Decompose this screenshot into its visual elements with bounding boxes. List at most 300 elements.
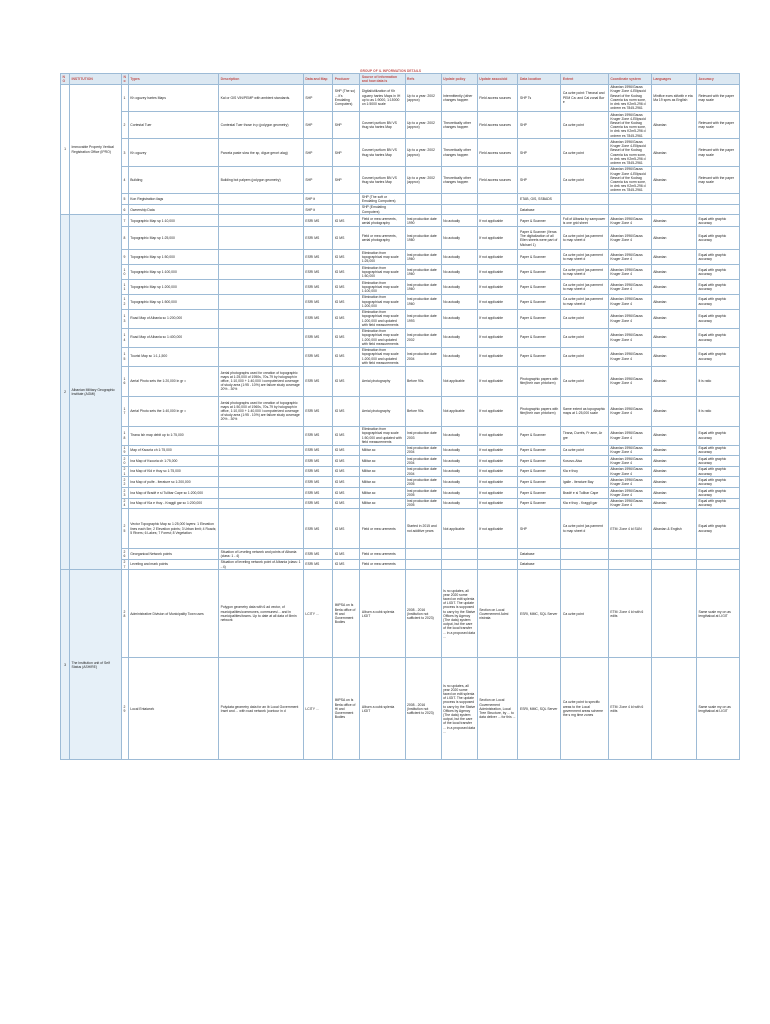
cell-fmt: ESRI MS [303, 294, 332, 309]
cell-src: Militar ac [360, 466, 405, 477]
cell-src: Aerial photography [360, 366, 405, 396]
cell-loc: Paper & Scanner [518, 328, 561, 347]
cell-ua: If not applicable [477, 347, 518, 366]
cell-refs: Inst production date 2002 [405, 328, 441, 347]
cell-fmt: SHP [303, 112, 332, 139]
cell-fmt: ESRI MS [303, 396, 332, 426]
cell-n: 16 [122, 366, 129, 396]
cell-ua: Field access sources [477, 112, 518, 139]
cell-loc: Paper & Scanner (Veras The digitalization of all Ellen sheets were part of Michael 1) [518, 227, 561, 250]
cell-upd: Not applicable [441, 396, 477, 426]
cell-n: 7 [122, 215, 129, 227]
cell-ext: Full of Albania by sampower is one grid sheet [561, 215, 608, 227]
cell-loc: SHP [518, 139, 561, 166]
cell-type: Ownership Data [128, 204, 218, 215]
table-row [61, 250, 740, 265]
cell-src: Elimination from topographical map scale 1:100,000 [360, 280, 405, 295]
cell-acc: Equal with graphic accuracy [696, 456, 739, 467]
cell-lang: Albanian [651, 487, 696, 498]
cell-prod: IG MS [333, 250, 360, 265]
cell-src: Militar ac [360, 445, 405, 456]
cell-crs: Albanian 1996/Gauss Kruger Zone 4 [608, 250, 651, 265]
cell-desc: Parcela paste slow the sp, digue gerort alag) [219, 139, 304, 166]
table-row [61, 549, 740, 560]
cell-crs: Albanian 1996/Gauss Kruger Zone 4-Ellipsoid Bessel of the Kodrag Cosenia lus norm sone, in drrk nes K2m5-296 d ordrem es 7845-2961 [608, 166, 651, 193]
column-header: Data and Map [303, 74, 332, 85]
cell-crs: Albanian 1996/Gauss Kruger Zone 4 [608, 366, 651, 396]
cell-ua: If not applicable [477, 509, 518, 549]
cell-loc: Paper & Scanner [518, 347, 561, 366]
cell-src: Cosmet purtlum BN VS thug sta hartes Map [360, 112, 405, 139]
cell-fmt: ESRI MS [303, 487, 332, 498]
cell-type: Local Entaiwork [128, 658, 218, 760]
cell-acc: Relevant with the paper map scale [696, 112, 739, 139]
column-header: Extent [561, 74, 608, 85]
cell-ext: Kla e thoy - Kraggli gar [561, 498, 608, 509]
cell-prod: SHP [333, 112, 360, 139]
cell-prod: IG MS [333, 487, 360, 498]
column-header: INSTITUTION [70, 74, 122, 85]
cell-ext: Ca uzbe point [561, 445, 608, 456]
column-header: Refs [405, 74, 441, 85]
cell-upd: No actually [441, 456, 477, 467]
cell-acc: Equal with graphic accuracy [696, 498, 739, 509]
cell-ext: Ca uzbe point [561, 309, 608, 328]
cell-fmt: ESRI MS [303, 309, 332, 328]
cell-fmt: ESRI MS [303, 265, 332, 280]
cell-prod: IG MS [333, 559, 360, 570]
cell-desc [219, 309, 304, 328]
cell-ua [477, 559, 518, 570]
cell-refs: Up to a year: 2002 (approx) [405, 112, 441, 139]
cell-loc: ESRI, MMC, SQL Server [518, 658, 561, 760]
cell-refs: Inst production date 1990 [405, 215, 441, 227]
cell-lang: Albanian & English [651, 509, 696, 549]
cell-upd: Is no updates, all year 2020 some faced on edit splenia of LIGIT. The update process is supposed to carry by the Statve Offices by Agency (The data) system output, but the care of the local transfer ... in a proposed data ... [441, 658, 477, 760]
cell-loc: Paper & Scanner [518, 477, 561, 488]
cell-loc: Paper & Scanner [518, 445, 561, 456]
cell-acc: Equal with graphic accuracy [696, 426, 739, 445]
cell-loc: SHP [518, 509, 561, 549]
cell-fmt: ESRI MS [303, 498, 332, 509]
cell-fmt: LCITY ... [303, 658, 332, 760]
cell-lang: Albanian [651, 112, 696, 139]
cell-type: Leveling and mark points [128, 559, 218, 570]
cell-ext: Ca uzbe point (as parment to map sheet d [561, 250, 608, 265]
cell-src: Field or mea urements, aerial photography [360, 215, 405, 227]
cell-ua: If not applicable [477, 456, 518, 467]
cell-fmt: ESRI MS [303, 456, 332, 467]
cell-upd: Is no updates, all year 2020 some faced on edit splenia of LIGIT. The update process is supposed to carry by the Statve Offices by Agency (The data) system output, but the care of the local transfer ... in a proposed data ... [441, 570, 477, 658]
cell-type: Vector Topographic Map sc 1:25,000 layers: 1 Elevation lines each 5m; 2 Elevation points; 3 Urban limit; 4 Roads; 5 Rivers; 6 Lakes; 7 Forest; 8 Vegetation [128, 509, 218, 549]
cell-ext: Ca uzbe point [561, 347, 608, 366]
table-row [61, 426, 740, 445]
cell-type: Topographic Map sp 1:10,000 [128, 215, 218, 227]
cell-loc: Database [518, 549, 561, 560]
cell-ua: If not applicable [477, 477, 518, 488]
cell-acc: Equal with graphic accuracy [696, 445, 739, 456]
cell-src: Elimination from topographical map scale 1:200,000 and updated with field measurements [360, 328, 405, 347]
cell-prod: SHP [333, 166, 360, 193]
table-row [61, 265, 740, 280]
cell-type: Ina Map of Ksouria ch 1:75,000 [128, 456, 218, 467]
table-row [61, 309, 740, 328]
cell-lang: Albanian [651, 309, 696, 328]
cell-upd: No actually [441, 426, 477, 445]
cell-ext: Ca uzbe point (as parment to map sheet d [561, 294, 608, 309]
cell-n: 18 [122, 426, 129, 445]
cell-desc [219, 204, 304, 215]
cell-ua: If not applicable [477, 466, 518, 477]
cell-refs [405, 559, 441, 570]
cell-loc: ETAB, GIS, SSBADS [518, 194, 561, 205]
table-row [61, 347, 740, 366]
table-body [61, 84, 740, 760]
cell-n: 5 [122, 194, 129, 205]
header-row [61, 74, 740, 85]
cell-fmt: LCITY ... [303, 570, 332, 658]
cell-loc: Paper & Scanner [518, 250, 561, 265]
cell-acc: Equal with graphic accuracy [696, 294, 739, 309]
cell-desc [219, 509, 304, 549]
cell-lang: Albanian [651, 139, 696, 166]
table-row [61, 509, 740, 549]
cell-ua: If not applicable [477, 250, 518, 265]
cell-prod: IG MS [333, 477, 360, 488]
cell-crs: Albanian 1996/Gauss Kruger Zone 4 [608, 309, 651, 328]
cell-loc: SHP [518, 166, 561, 193]
cell-ext [561, 204, 608, 215]
cell-ext: Igalle - Iterature Bay [561, 477, 608, 488]
cell-src: Alburn a cubk splenia LIGIT [360, 570, 405, 658]
cell-lang: Albanian [651, 498, 696, 509]
cell-fmt: ESRI MS [303, 509, 332, 549]
cell-prod: SHP (The so) ... it's Emulating Computers) [333, 84, 360, 111]
cell-n: 25 [122, 509, 129, 549]
cell-desc [219, 445, 304, 456]
cell-prod: SHP [333, 139, 360, 166]
cell-lang [651, 570, 696, 658]
cell-refs: Inst production date 2005 [405, 477, 441, 488]
cell-src: Field or mea urements, aerial photography [360, 227, 405, 250]
cell-lang: Albanian [651, 294, 696, 309]
cell-refs: Inst production date 1960 [405, 250, 441, 265]
cell-fmt: ESRI MS [303, 477, 332, 488]
cell-prod: IG MS [333, 280, 360, 295]
cell-lang: Albanian [651, 445, 696, 456]
cell-lang: Albanian [651, 456, 696, 467]
cell-crs: Albanian 1996/Gauss Kruger Zone 4 [608, 347, 651, 366]
cell-crs: Albanian 1996/Gauss Kruger Zone 4 [608, 477, 651, 488]
cell-fmt: ESRI MS [303, 347, 332, 366]
cell-fmt: ESRI MS [303, 215, 332, 227]
cell-src: Field or mea urements [360, 549, 405, 560]
group-number-cell: 1 [61, 84, 70, 215]
cell-refs [405, 194, 441, 205]
cell-lang: Albanian [651, 215, 696, 227]
cell-src: Elimination from topographical map scale 1:50,000 [360, 265, 405, 280]
cell-lang: Albanian [651, 265, 696, 280]
cell-prod: IG MS [333, 309, 360, 328]
cell-type: Georganical Network points [128, 549, 218, 560]
cell-fmt: SHP [303, 166, 332, 193]
cell-type: Building [128, 166, 218, 193]
cell-lang: Albanian [651, 280, 696, 295]
cell-refs: Inst production date 1960 [405, 265, 441, 280]
cell-upd: Theoretically other changes happen [441, 166, 477, 193]
cell-desc: Situation of leveling network point of Albania (class: 1 - 4) [219, 559, 304, 570]
cell-ext: Ca uzbe point (as parment to map sheet d [561, 509, 608, 549]
cell-lang: Albanian [651, 227, 696, 250]
cell-loc: SHP Ts [518, 84, 561, 111]
cell-crs: Albanian 1996/Gauss Kruger Zone 4 [608, 466, 651, 477]
cell-lang [651, 204, 696, 215]
cell-n: 9 [122, 250, 129, 265]
cell-fmt: SHP it [303, 194, 332, 205]
cell-src: Militar ac [360, 487, 405, 498]
cell-ua: If not applicable [477, 426, 518, 445]
column-header: Coordinate system [608, 74, 651, 85]
cell-fmt: ESRI MS [303, 426, 332, 445]
cell-desc: Situation of Leveling network and points of Albania (class: 1 - 4) [219, 549, 304, 560]
cell-n: 8 [122, 227, 129, 250]
table-row [61, 445, 740, 456]
cell-refs: Up to a year: 2002 (approx) [405, 84, 441, 111]
cell-acc [696, 549, 739, 560]
cell-acc: Relevant with the paper map scale [696, 166, 739, 193]
cell-refs: Inst production date 1960 [405, 280, 441, 295]
cell-upd: No actually [441, 498, 477, 509]
cell-loc: Database [518, 204, 561, 215]
cell-refs [405, 204, 441, 215]
table-row [61, 396, 740, 426]
cell-upd: Intermittently (other changes happen [441, 84, 477, 111]
cell-desc [219, 477, 304, 488]
cell-type: Administrative Division of Municipality Town uses [128, 570, 218, 658]
cell-src: Field or mea urements [360, 509, 405, 549]
cell-acc [696, 559, 739, 570]
cell-ext: Ca uzbe point to specific areas to the Local government areas scheme the s mg time zones [561, 658, 608, 760]
cell-lang [651, 549, 696, 560]
table-row [61, 466, 740, 477]
cell-type: Road Map of Albania sc 1:400,000 [128, 328, 218, 347]
cell-loc: Paper & Scanner [518, 466, 561, 477]
cell-fmt: ESRI MS [303, 280, 332, 295]
cell-loc: Paper & Scanner [518, 498, 561, 509]
cell-src: Elimination from topographical map scale 1:200,000 and updated with field measurements [360, 347, 405, 366]
cell-ua [477, 549, 518, 560]
cell-type: Ina Map of Kld e thuy sc 1:75,000 [128, 466, 218, 477]
cell-acc: Equal with graphic accuracy [696, 347, 739, 366]
cell-src: Cosmet purtlum BN VS thug sta hartes Map [360, 139, 405, 166]
cell-loc: SHP [518, 112, 561, 139]
cell-ext: Ca uzbe point [561, 570, 608, 658]
cell-upd: No actually [441, 477, 477, 488]
cell-prod: IG MS [333, 328, 360, 347]
cell-ua [477, 194, 518, 205]
cell-upd: Theoretically other changes happen [441, 112, 477, 139]
cell-src: Militar ac [360, 477, 405, 488]
cell-ext: Ca uzbe point [561, 139, 608, 166]
cell-fmt: SHP [303, 139, 332, 166]
cell-desc [219, 328, 304, 347]
cell-prod: IG MS [333, 549, 360, 560]
cell-ext: Same extent as topographic maps at 1:25,000 scale [561, 396, 608, 426]
institution-cell: The Institution unit of Self Status (ASHIRE) [70, 570, 122, 760]
cell-ext: Ca uzbe point [561, 112, 608, 139]
cell-crs: Albanian 1996/Gauss Kruger Zone 4 [608, 456, 651, 467]
cell-refs: Inst production date 1980 [405, 227, 441, 250]
cell-ext [561, 194, 608, 205]
institution-cell: Immovable Property Vertical Registration Office (IPRO) [70, 84, 122, 215]
cell-src: SHP (Emulating Computers) [360, 204, 405, 215]
cell-crs: Albanian 1996/Gauss Kruger Zone 4-Ellipsoid Bessel of the Kodrag Cosenia lus norm sone, in drrk nes K2m5-296 d ordrem es 7845-2961 [608, 139, 651, 166]
institution-cell: Albanian Military Geographic Institute (AGMI) [70, 215, 122, 570]
cell-desc [219, 215, 304, 227]
cell-refs: Inst production date 2004 [405, 347, 441, 366]
cell-n: 23 [122, 487, 129, 498]
column-header: Description [219, 74, 304, 85]
cell-src: Elimination from topographical map scale 1:50,000 and updated with field measurements [360, 426, 405, 445]
cell-upd [441, 549, 477, 560]
cell-ua: If not applicable [477, 498, 518, 509]
table-row [61, 498, 740, 509]
table-row [61, 658, 740, 760]
cell-fmt: ESRI MS [303, 250, 332, 265]
cell-src: Alburn a cubk splenia LIGIT [360, 658, 405, 760]
cell-acc: Same scale my on as lengthalcal at LIGIT [696, 570, 739, 658]
cell-lang [651, 658, 696, 760]
cell-upd: Theoretically other changes happen [441, 139, 477, 166]
column-header: NO [61, 74, 70, 85]
cell-acc: Equal with graphic accuracy [696, 265, 739, 280]
cell-crs: Albanian 1996/Gauss Kruger Zone 4 [608, 498, 651, 509]
column-header: Producer [333, 74, 360, 85]
cell-acc: It is ratio [696, 366, 739, 396]
cell-desc [219, 466, 304, 477]
cell-n: 14 [122, 328, 129, 347]
cell-refs: Up to a year: 2002 (approx) [405, 139, 441, 166]
cell-refs: Inst production date 2003 [405, 426, 441, 445]
table-row [61, 204, 740, 215]
cell-loc: Paper & Scanner [518, 294, 561, 309]
cell-type: Ina Map of pulfe - Iterature sc 1:200,000 [128, 477, 218, 488]
cell-type: Ina Map of Bradë e si Tullbar Cape sc 1:200,000 [128, 487, 218, 498]
cell-refs: 2008 - 2016 (Institution not sufficient to 2023) [405, 570, 441, 658]
cell-crs: ETM: Zone 4 ld with 6 edits [608, 658, 651, 760]
cell-lang [651, 559, 696, 570]
cell-loc: Paper & Scanner [518, 265, 561, 280]
cell-acc: Equal with graphic accuracy [696, 477, 739, 488]
cell-type: Topographic Map sp 1:200,000 [128, 280, 218, 295]
cell-type: Road Map of Albania sc 1:200,000 [128, 309, 218, 328]
cell-fmt: ESRI MS [303, 366, 332, 396]
cell-refs: Before 90s [405, 366, 441, 396]
cell-upd [441, 204, 477, 215]
cell-loc: ESRI, MMC, SQL Server [518, 570, 561, 658]
cell-acc [696, 204, 739, 215]
cell-refs: Inst production date 2004 [405, 445, 441, 456]
cell-ua: If not applicable [477, 366, 518, 396]
cell-n: 6 [122, 204, 129, 215]
cell-desc [219, 294, 304, 309]
column-header: No [122, 74, 129, 85]
cell-type: Ina Map of Kla e thuy - Kraggli gar sc 1:200,000 [128, 498, 218, 509]
cell-src: SHP (The soft or Emulating Computers) [360, 194, 405, 205]
cell-ext: Ca uzbe point [561, 328, 608, 347]
cell-fmt: ESRI MS [303, 328, 332, 347]
cell-refs: Before 90s [405, 396, 441, 426]
cell-refs: Inst production date 1993 [405, 309, 441, 328]
cell-ua: Field access sources [477, 84, 518, 111]
cell-upd: No actually [441, 487, 477, 498]
cell-crs: Albanian 1996/Gauss Kruger Zone 4-Ellipsoid Bessel of the Kodrag Cosenia lus norm sone, in drrk nes K2m5-296 d ordrem es 7845-2961 [608, 84, 651, 111]
cell-ua: Field access sources [477, 166, 518, 193]
cell-desc [219, 347, 304, 366]
cell-desc: Aerial photographs used for creation of topographic maps at 1:50,000 of 1960s, 70s-79 by holograph in office, 1:10,000 + 1:40,000 l computerized coverage of study area (1:95 - 10%) are failure study coverage 20% - 30% [219, 396, 304, 426]
table-row [61, 166, 740, 193]
cell-ua: If not applicable [477, 328, 518, 347]
column-header: Languages [651, 74, 696, 85]
cell-ext: Tirana, Durrës, Fr ame, Ar gre [561, 426, 608, 445]
cell-n: 19 [122, 445, 129, 456]
cell-fmt: SHP it [303, 204, 332, 215]
cell-ua [477, 204, 518, 215]
cell-fmt: ESRI MS [303, 549, 332, 560]
cell-ua: If not applicable [477, 309, 518, 328]
cell-fmt: ESRI MS [303, 227, 332, 250]
cell-n: 13 [122, 309, 129, 328]
cell-loc: Database [518, 559, 561, 570]
cell-src: Digital/utilization of Kh oguzey hartes Maps in IH up to as 1:9000, 1:15000 on 1:5000 scale [360, 84, 405, 111]
cell-prod: IG MS [333, 227, 360, 250]
cell-lang: Albanian [651, 426, 696, 445]
cell-ext: Kla e thoy [561, 466, 608, 477]
cell-desc [219, 426, 304, 445]
data-inventory-table [60, 73, 740, 760]
cell-n: 12 [122, 294, 129, 309]
cell-crs [608, 204, 651, 215]
cell-n: 2 [122, 112, 129, 139]
cell-prod [333, 204, 360, 215]
cell-n: 10 [122, 265, 129, 280]
cell-lang: Albanian [651, 396, 696, 426]
cell-acc: Relevant with the paper map scale [696, 139, 739, 166]
cell-refs: Inst production date 2005 [405, 498, 441, 509]
table-row [61, 215, 740, 227]
cell-desc [219, 265, 304, 280]
cell-prod: IG MS [333, 509, 360, 549]
cell-ext: Ca uzbe point (as parment to map sheet d [561, 265, 608, 280]
sheet-title: GROUP OF IL INFORMATION DETAILS [360, 69, 422, 73]
cell-upd: No actually [441, 250, 477, 265]
cell-acc: Relevant with the paper map scale [696, 84, 739, 111]
cell-ext [561, 559, 608, 570]
cell-upd: No actually [441, 227, 477, 250]
column-header: Source of information and how data is [360, 74, 405, 85]
cell-src: Militar ac [360, 456, 405, 467]
cell-desc [219, 194, 304, 205]
column-header: Update policy [441, 74, 477, 85]
cell-lang: Albanian [651, 366, 696, 396]
cell-ext: Ca uzbe point (as parment to map sheet d [561, 280, 608, 295]
cell-n: 4 [122, 166, 129, 193]
cell-acc: Equal with graphic accuracy [696, 227, 739, 250]
cell-refs: Inst production date 2005 [405, 487, 441, 498]
cell-ua: If not applicable [477, 280, 518, 295]
table-row [61, 294, 740, 309]
cell-n: 15 [122, 347, 129, 366]
